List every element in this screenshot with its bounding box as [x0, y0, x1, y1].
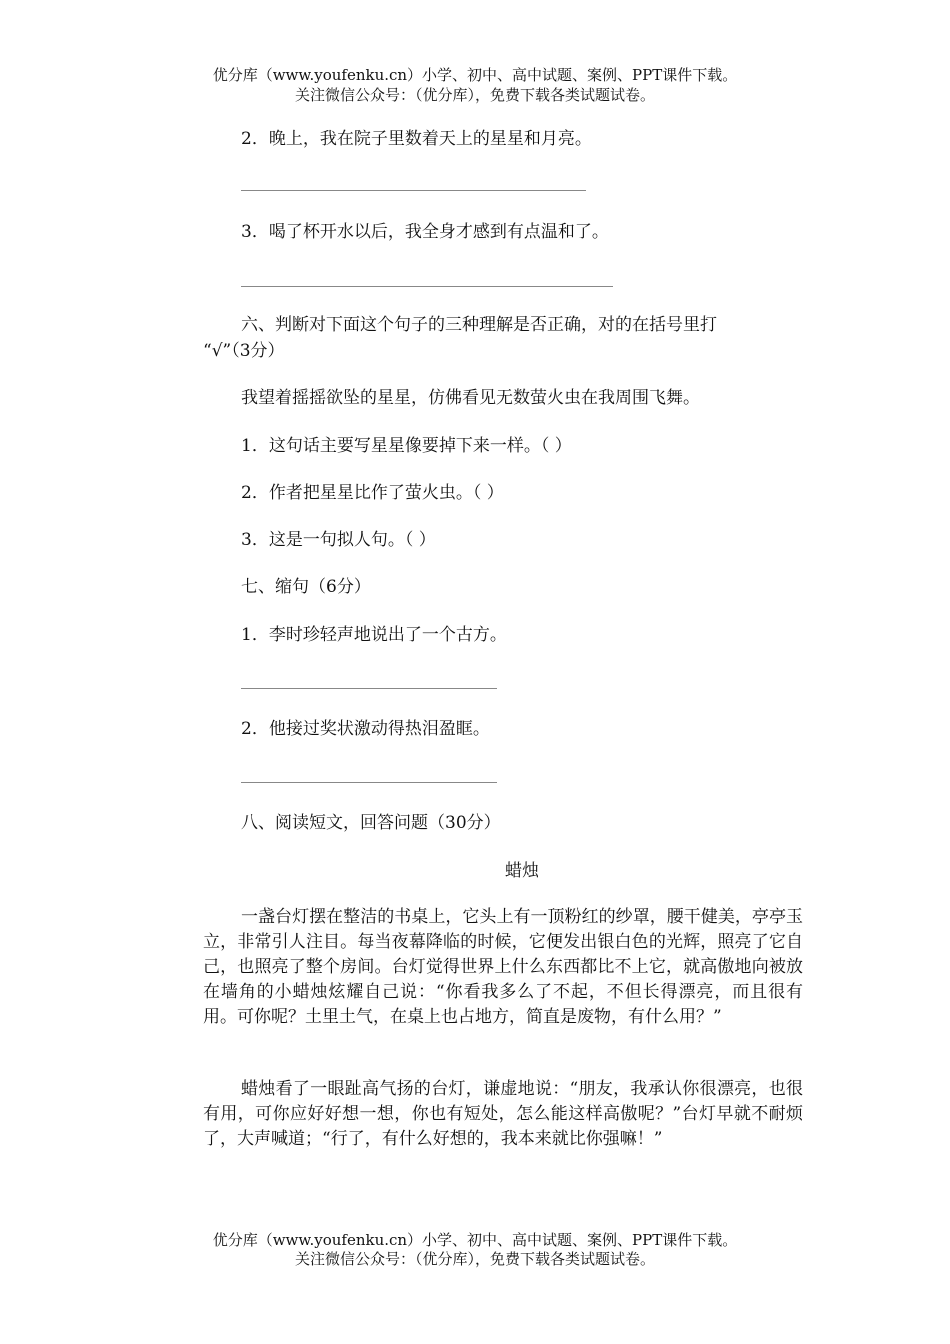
judge-item-1: 1．这句话主要写星星像要掉下来一样。（ ） — [241, 436, 572, 456]
passage-title: 蜡烛 — [505, 861, 539, 881]
section6-heading: 六、判断对下面这个句子的三种理解是否正确，对的在括号里打 — [241, 315, 717, 335]
header-line-1: 优分库（www.youfenku.cn）小学、初中、高中试题、案例、PPT课件下载。 — [212, 66, 738, 84]
shorten-q2: 2．他接过奖状激动得热泪盈眶。 — [241, 719, 490, 739]
section6-sentence: 我望着摇摇欲坠的星星，仿佛看见无数萤火虫在我周围飞舞。 — [241, 388, 700, 408]
answer-line — [241, 688, 497, 689]
passage-paragraph-2: 蜡烛看了一眼趾高气扬的台灯，谦虚地说：“朋友，我承认你很漂亮，也很有用，可你应好好想一想，你也有短处，怎么能这样高傲呢？”台灯早就不耐烦了，大声喊道；“行了，有什么好想的，我本来就比你强嘛！” — [203, 1079, 803, 1149]
judge-item-3: 3．这是一句拟人句。（ ） — [241, 530, 436, 550]
passage-paragraph-1: 一盏台灯摆在整洁的书桌上，它头上有一顶粉红的纱罩，腰干健美，亭亭玉立，非常引人注目。每当夜幕降临的时候，它便发出银白色的光辉，照亮了它自己，也照亮了整个房间。台灯觉得世界上什么东西都比不上它，就高傲地向被放在墙角的小蜡烛炫耀自己说：“你看我多么了不起，不但长得漂亮，而且很有用。可你呢？土里土气，在桌上也占地方，简直是废物，有什么用？” — [203, 907, 803, 1027]
answer-line — [241, 286, 613, 287]
answer-line — [241, 190, 586, 191]
answer-line — [241, 782, 497, 783]
shorten-q1: 1．李时珍轻声地说出了一个古方。 — [241, 625, 507, 645]
section7-heading: 七、缩句（6分） — [241, 577, 371, 597]
judge-item-2: 2．作者把星星比作了萤火虫。（ ） — [241, 483, 504, 503]
section6-heading-cont: “√”（3分） — [203, 341, 285, 361]
footer-line-1: 优分库（www.youfenku.cn）小学、初中、高中试题、案例、PPT课件下载。 — [212, 1231, 738, 1249]
sentence-q3: 3．喝了杯开水以后，我全身才感到有点温和了。 — [241, 222, 609, 242]
header-line-2: 关注微信公众号：（优分库），免费下载各类试题试卷。 — [294, 86, 655, 104]
section8-heading: 八、阅读短文，回答问题（30分） — [241, 813, 501, 833]
footer-line-2: 关注微信公众号：（优分库），免费下载各类试题试卷。 — [294, 1250, 655, 1268]
sentence-q2: 2．晚上，我在院子里数着天上的星星和月亮。 — [241, 129, 592, 149]
